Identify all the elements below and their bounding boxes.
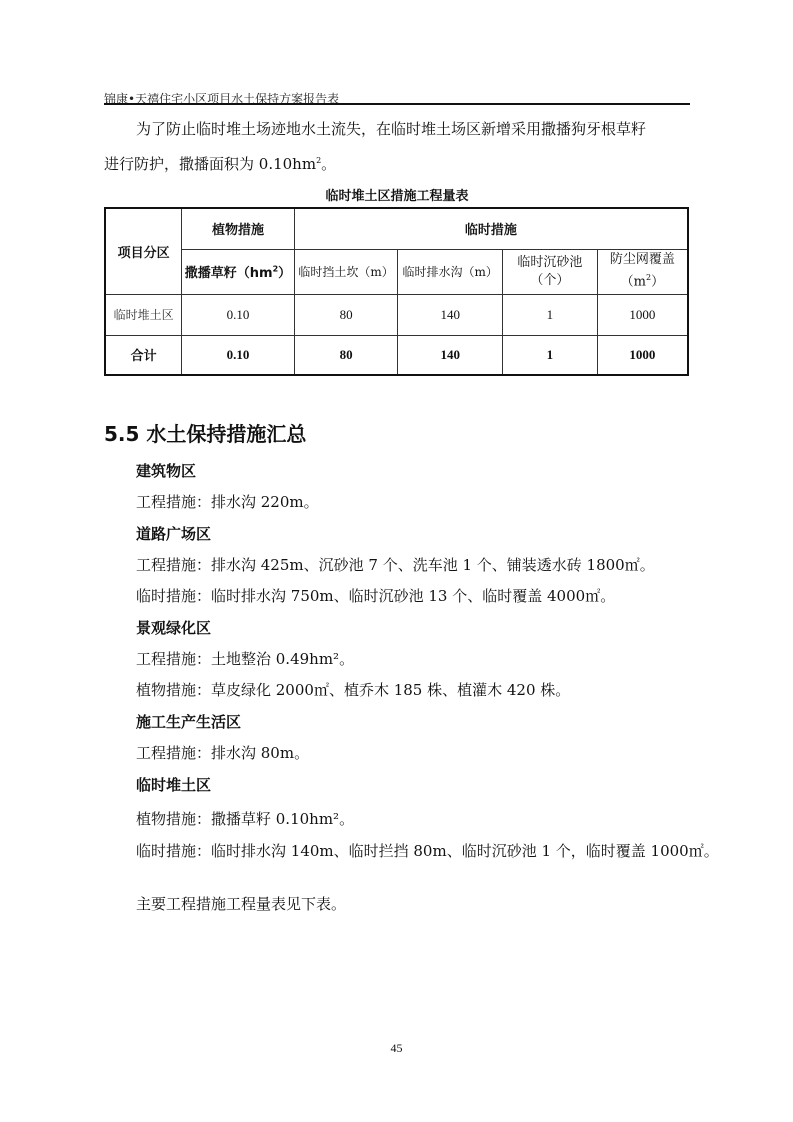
table-row-total bbox=[105, 335, 688, 375]
table-row bbox=[105, 294, 688, 335]
zone-line: 工程措施：土地整治 0.49hm²。 bbox=[136, 650, 355, 668]
col-net-open: （m bbox=[620, 274, 646, 290]
col-wall: 临时挡土坎（m） bbox=[294, 249, 398, 294]
cell-net: 1000 bbox=[597, 335, 688, 375]
cell-net: 1000 bbox=[597, 294, 688, 335]
cell-wall: 80 bbox=[294, 294, 398, 335]
zone-heading: 施工生产生活区 bbox=[136, 713, 242, 731]
table-title: 临时堆土区措施工程量表 bbox=[325, 189, 469, 204]
closing-line: 主要工程措施工程量表见下表。 bbox=[136, 895, 347, 913]
col-net-line-1: 防尘网覆盖 bbox=[609, 252, 675, 268]
intro-line-2-end: 。 bbox=[321, 155, 337, 173]
header-zone: 项目分区 bbox=[105, 208, 182, 294]
cell-pond: 1 bbox=[503, 294, 598, 335]
zone-line: 工程措施：排水沟 80m。 bbox=[136, 744, 310, 762]
col-net-line-2 bbox=[598, 269, 687, 291]
superscript: 2 bbox=[272, 264, 279, 274]
zone-line: 工程措施：排水沟 425m、沉砂池 7 个、洗车池 1 个、铺装透水砖 1800㎡。 bbox=[136, 556, 655, 574]
cell-zone: 合计 bbox=[105, 335, 182, 375]
col-net-close: ） bbox=[651, 274, 665, 290]
measures-table bbox=[104, 207, 689, 376]
superscript: 2 bbox=[645, 273, 652, 283]
cell-seed: 0.10 bbox=[182, 294, 295, 335]
header-temp-measures: 临时措施 bbox=[294, 208, 688, 249]
cell-zone: 临时堆土区 bbox=[105, 294, 182, 335]
section-title: 5.5 水土保持措施汇总 bbox=[104, 422, 307, 446]
zone-heading: 景观绿化区 bbox=[136, 619, 212, 637]
col-seed bbox=[182, 249, 295, 294]
cell-ditch: 140 bbox=[398, 294, 503, 335]
cell-ditch: 140 bbox=[398, 335, 503, 375]
header-plant-measures: 植物措施 bbox=[182, 208, 295, 249]
col-seed-label: 撒播草籽（hm bbox=[184, 266, 273, 281]
cell-pond: 1 bbox=[503, 335, 598, 375]
col-pond bbox=[503, 249, 598, 294]
zone-heading: 道路广场区 bbox=[136, 525, 212, 543]
zone-heading: 临时堆土区 bbox=[136, 776, 212, 794]
superscript: 2 bbox=[316, 156, 322, 165]
col-seed-end: ） bbox=[278, 266, 292, 281]
col-pond-line-1: 临时沉砂池 bbox=[517, 254, 583, 270]
zone-line: 植物措施：撒播草籽 0.10hm²。 bbox=[136, 810, 355, 828]
intro-line-2-text: 进行防护，撒播面积为 0.10hm bbox=[104, 155, 317, 173]
zone-line: 植物措施：草皮绿化 2000㎡、植乔木 185 株、植灌木 420 株。 bbox=[136, 681, 571, 699]
col-ditch: 临时排水沟（m） bbox=[398, 249, 503, 294]
cell-seed: 0.10 bbox=[182, 335, 295, 375]
zone-line: 工程措施：排水沟 220m。 bbox=[136, 493, 319, 511]
zone-line: 临时措施：临时排水沟 750m、临时沉砂池 13 个、临时覆盖 4000㎡。 bbox=[136, 587, 616, 605]
intro-line-1: 为了防止临时堆土场迹地水土流失，在临时堆土场区新增采用撒播狗牙根草籽 bbox=[136, 120, 647, 138]
zone-heading: 建筑物区 bbox=[136, 462, 197, 480]
page-number: 45 bbox=[390, 1041, 403, 1055]
intro-line-2 bbox=[104, 145, 336, 180]
running-header: 锦康•天禧住宅小区项目水土保持方案报告表 bbox=[104, 92, 340, 106]
col-pond-line-2: （个） bbox=[530, 272, 570, 288]
header-rule bbox=[104, 103, 690, 105]
col-net bbox=[597, 249, 688, 294]
cell-wall: 80 bbox=[294, 335, 398, 375]
zone-line: 临时措施：临时排水沟 140m、临时拦挡 80m、临时沉砂池 1 个，临时覆盖 1000㎡。 bbox=[136, 842, 719, 860]
